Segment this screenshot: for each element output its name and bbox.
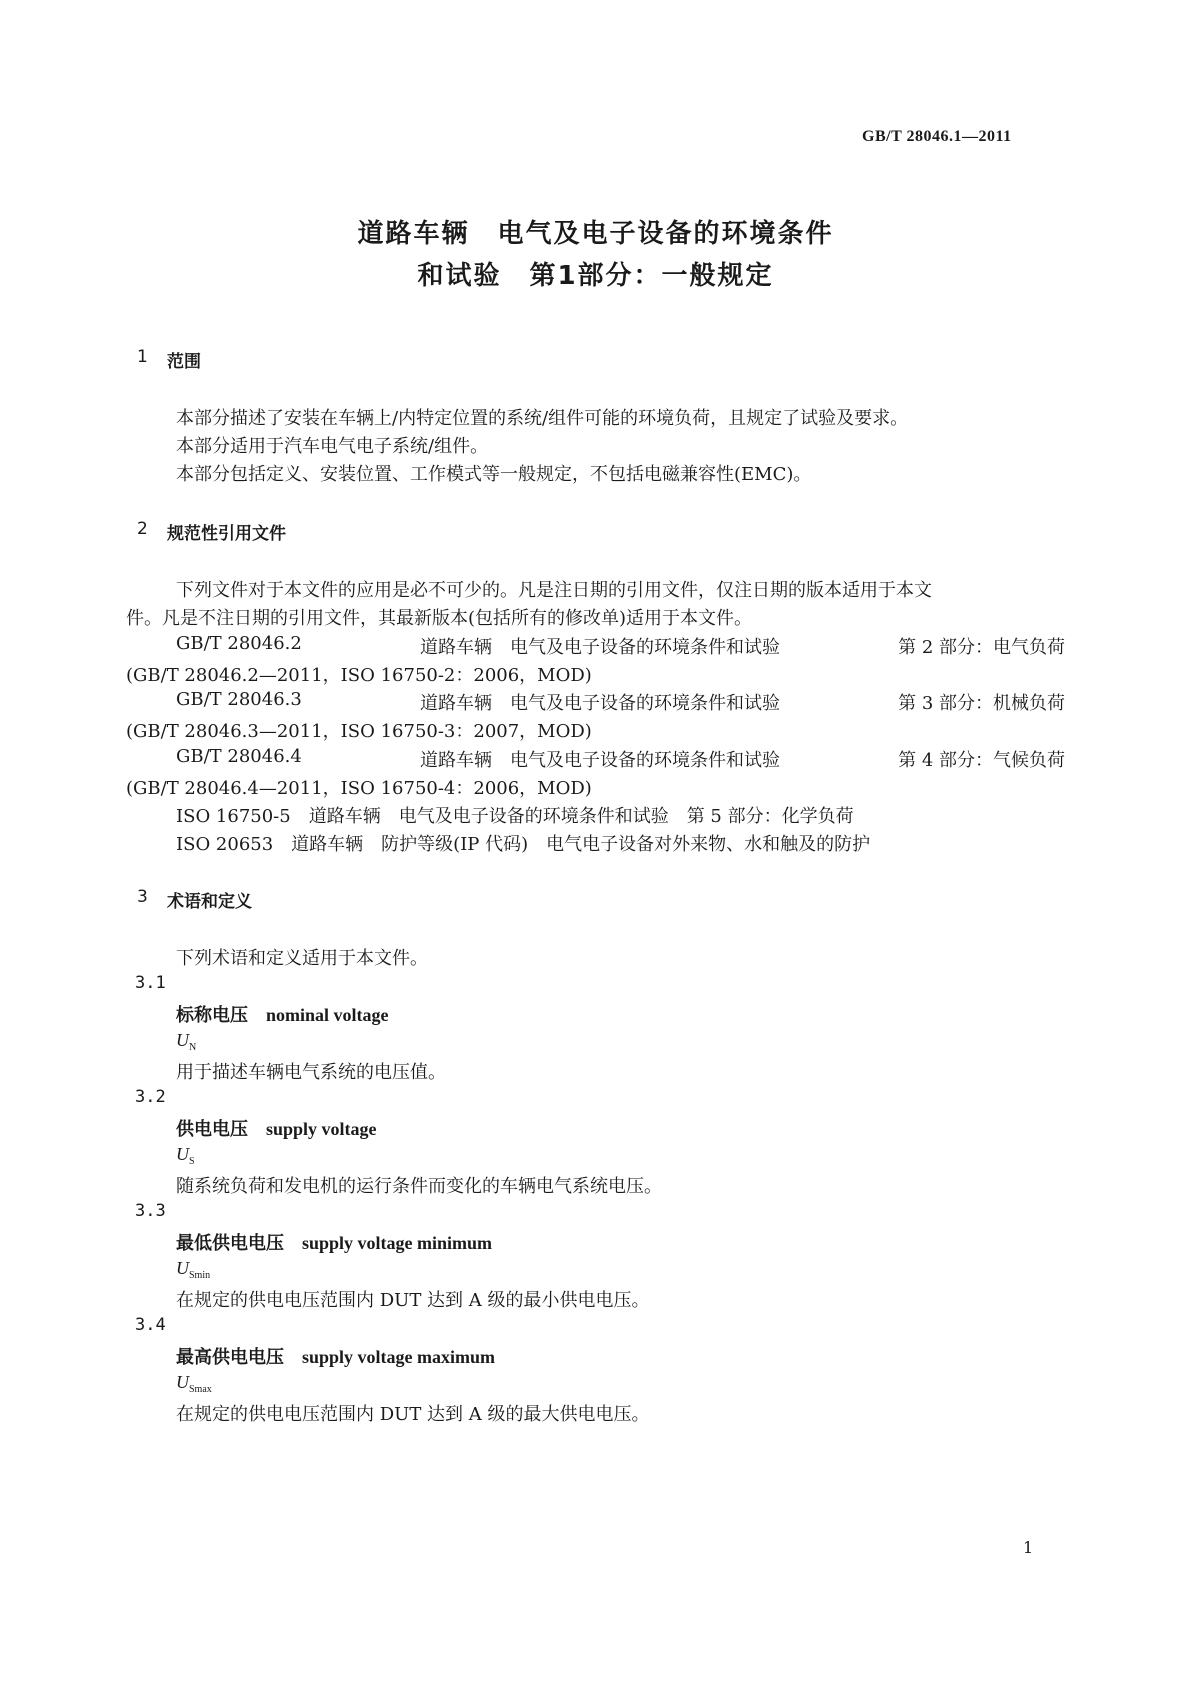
term-chinese: 最高供电电压 bbox=[176, 1347, 284, 1368]
term-chinese: 标称电压 bbox=[176, 1005, 248, 1026]
reference-continuation: (GB/T 28046.4—2011，ISO 16750-4：2006，MOD) bbox=[126, 778, 592, 799]
term-heading bbox=[176, 1229, 492, 1255]
reference-continuation: (GB/T 28046.3—2011，ISO 16750-3：2007，MOD) bbox=[126, 721, 592, 742]
page-number: 1 bbox=[1023, 1538, 1034, 1557]
term-definition: 用于描述车辆电气系统的电压值。 bbox=[176, 1062, 446, 1083]
term-english: supply voltage bbox=[266, 1119, 377, 1139]
reference-item bbox=[176, 746, 1065, 772]
term-chinese: 供电电压 bbox=[176, 1119, 248, 1140]
reference-part: 第 4 部分：气候负荷 bbox=[898, 750, 1065, 771]
section-1-number: 1 bbox=[137, 347, 148, 367]
term-definition: 在规定的供电电压范围内 DUT 达到 A 级的最小供电电压。 bbox=[176, 1290, 650, 1311]
reference-item bbox=[176, 689, 1065, 715]
document-title-line-2: 和试验 第1部分：一般规定 bbox=[417, 261, 774, 291]
section-2-title: 规范性引用文件 bbox=[167, 524, 286, 544]
term-definition: 在规定的供电电压范围内 DUT 达到 A 级的最大供电电压。 bbox=[176, 1404, 650, 1425]
term-heading bbox=[176, 1115, 377, 1141]
term-symbol: $U_{Smax}$ bbox=[176, 1372, 212, 1395]
term-english: nominal voltage bbox=[266, 1005, 389, 1025]
section-2-intro-line-1: 下列文件对于本文件的应用是必不可少的。凡是注日期的引用文件，仅注日期的版本适用于本文 bbox=[176, 580, 932, 601]
reference-continuation: (GB/T 28046.2—2011，ISO 16750-2：2006，MOD) bbox=[126, 665, 592, 686]
reference-name: 道路车辆 电气及电子设备的环境条件和试验 bbox=[419, 637, 780, 658]
term-english: supply voltage maximum bbox=[302, 1347, 496, 1367]
term-symbol: $U_S$ bbox=[176, 1144, 195, 1167]
reference-part: 第 3 部分：机械负荷 bbox=[898, 693, 1065, 714]
reference-name: 道路车辆 电气及电子设备的环境条件和试验 bbox=[419, 693, 780, 714]
reference-part: 第 2 部分：电气负荷 bbox=[898, 637, 1065, 658]
reference-item bbox=[176, 633, 1065, 659]
term-english: supply voltage minimum bbox=[302, 1233, 493, 1253]
reference-code: GB/T 28046.3 bbox=[176, 689, 302, 710]
section-1-paragraph-1: 本部分描述了安装在车辆上/内特定位置的系统/组件可能的环境负荷，且规定了试验及要求。 bbox=[176, 408, 909, 429]
section-2-intro-line-2: 件。凡是不注日期的引用文件，其最新版本(包括所有的修改单)适用于本文件。 bbox=[126, 608, 753, 629]
term-chinese: 最低供电电压 bbox=[176, 1233, 284, 1254]
section-1-title: 范围 bbox=[167, 352, 201, 372]
reference-iso-20653: ISO 20653 道路车辆 防护等级(IP 代码) 电气电子设备对外来物、水和触及的防护 bbox=[176, 834, 871, 855]
term-number: 3.2 bbox=[135, 1087, 166, 1107]
section-3-intro: 下列术语和定义适用于本文件。 bbox=[176, 948, 428, 969]
reference-iso-16750-5: ISO 16750-5 道路车辆 电气及电子设备的环境条件和试验 第 5 部分：化学负荷 bbox=[176, 806, 854, 827]
document-title-line-1: 道路车辆 电气及电子设备的环境条件 bbox=[357, 219, 834, 249]
term-symbol: $U_N$ bbox=[176, 1030, 197, 1053]
reference-code: GB/T 28046.4 bbox=[176, 746, 302, 767]
section-1-paragraph-2: 本部分适用于汽车电气电子系统/组件。 bbox=[176, 436, 489, 457]
term-definition: 随系统负荷和发电机的运行条件而变化的车辆电气系统电压。 bbox=[176, 1176, 662, 1197]
term-symbol: $U_{Smin}$ bbox=[176, 1258, 211, 1281]
reference-name: 道路车辆 电气及电子设备的环境条件和试验 bbox=[419, 750, 780, 771]
term-number: 3.4 bbox=[135, 1315, 166, 1335]
term-heading bbox=[176, 1001, 389, 1027]
reference-code: GB/T 28046.2 bbox=[176, 633, 302, 654]
term-number: 3.1 bbox=[135, 973, 166, 993]
section-3-title: 术语和定义 bbox=[167, 892, 252, 912]
standard-number: GB/T 28046.1—2011 bbox=[862, 128, 1012, 145]
section-2-number: 2 bbox=[137, 519, 148, 539]
term-number: 3.3 bbox=[135, 1201, 166, 1221]
section-3-number: 3 bbox=[137, 887, 148, 907]
term-heading bbox=[176, 1343, 495, 1369]
section-1-paragraph-3: 本部分包括定义、安装位置、工作模式等一般规定，不包括电磁兼容性(EMC)。 bbox=[176, 464, 812, 485]
